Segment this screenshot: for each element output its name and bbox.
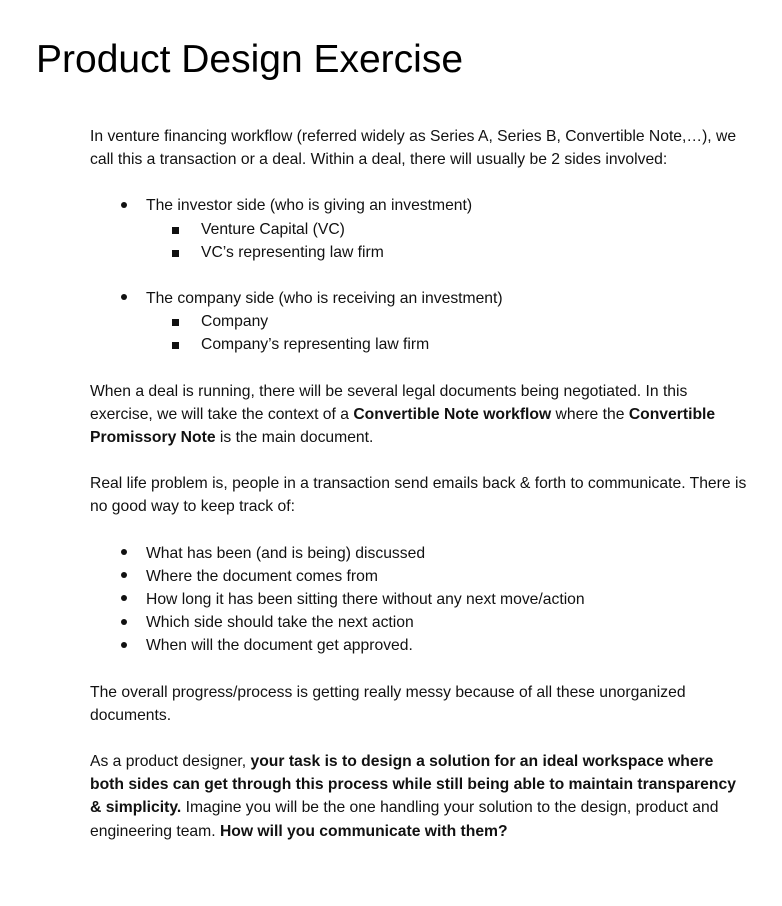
square-bullet-icon bbox=[172, 319, 179, 326]
list-item bbox=[90, 588, 750, 611]
spacer bbox=[90, 357, 750, 380]
intro-paragraph: In venture financing workflow (referred widely as Series A, Series B, Convertible Note,…), we call this a transaction or a deal. Within a deal, there will usually be 2 sides involved: bbox=[90, 128, 737, 169]
investor-members-list bbox=[146, 218, 750, 264]
context-text: where the bbox=[551, 405, 629, 423]
list-item bbox=[90, 611, 750, 634]
list-item bbox=[146, 241, 750, 264]
list-item-label: What has been (and is being) discussed bbox=[146, 544, 426, 562]
spacer bbox=[90, 727, 750, 750]
task-text: As a product designer, bbox=[90, 753, 251, 771]
square-bullet-icon bbox=[172, 227, 179, 234]
task-text: Imagine you will be the one handling your solution to the design, product and engineering team. bbox=[90, 799, 719, 840]
list-item bbox=[146, 218, 750, 241]
bullet-icon bbox=[119, 287, 129, 310]
bullet-icon bbox=[119, 588, 129, 611]
company-members-list bbox=[146, 310, 750, 356]
list-item-label: Venture Capital (VC) bbox=[201, 220, 345, 238]
spacer bbox=[90, 171, 750, 194]
task-highlight: your task is to design a solution for an ideal workspace where both sides can get through this process while still being able to maintain transparency & simplicity. bbox=[90, 753, 736, 817]
list-item-label: The company side (who is receiving an investment) bbox=[146, 290, 503, 308]
list-item-label: How long it has been sitting there without any next move/action bbox=[146, 591, 585, 609]
context-highlight: Convertible Promissory Note bbox=[90, 405, 716, 447]
list-item-investor-side bbox=[90, 194, 750, 264]
square-bullet-icon bbox=[172, 250, 179, 257]
page-title: Product Design Exercise bbox=[36, 38, 464, 81]
list-item-company-side bbox=[90, 287, 750, 357]
spacer bbox=[90, 449, 750, 472]
list-item bbox=[146, 333, 750, 356]
list-item-label: VC’s representing law firm bbox=[201, 243, 384, 261]
spacer bbox=[90, 264, 750, 287]
list-item bbox=[90, 542, 750, 565]
overall-paragraph: The overall progress/process is getting really messy because of all these unorganized documents. bbox=[90, 683, 686, 724]
bullet-icon bbox=[119, 565, 129, 588]
problem-points-list bbox=[90, 542, 750, 658]
task-paragraph bbox=[90, 750, 750, 843]
context-highlight: Convertible Note workflow bbox=[353, 405, 552, 423]
context-text: is the main document. bbox=[215, 429, 374, 447]
bullet-icon bbox=[119, 194, 129, 217]
list-item-label: Which side should take the next action bbox=[146, 614, 414, 632]
bullet-icon bbox=[119, 634, 129, 657]
document-body bbox=[90, 125, 750, 843]
list-item bbox=[90, 565, 750, 588]
context-paragraph bbox=[90, 380, 750, 450]
sides-list bbox=[90, 194, 750, 264]
list-item bbox=[146, 310, 750, 333]
list-item-label: Company’s representing law firm bbox=[201, 336, 430, 354]
bullet-icon bbox=[119, 542, 129, 565]
list-item bbox=[90, 634, 750, 657]
list-item-label: When will the document get approved. bbox=[146, 637, 413, 655]
list-item-label: The investor side (who is giving an investment) bbox=[146, 197, 473, 215]
spacer bbox=[90, 658, 750, 681]
sides-list-company bbox=[90, 287, 750, 357]
square-bullet-icon bbox=[172, 342, 179, 349]
context-text: When a deal is running, there will be several legal documents being negotiated. In this exercise, we will take the context of a bbox=[90, 382, 688, 423]
problem-paragraph: Real life problem is, people in a transaction send emails back & forth to communicate. There is no good way to keep track of: bbox=[90, 475, 747, 516]
list-item-label: Where the document comes from bbox=[146, 567, 378, 585]
list-item-label: Company bbox=[201, 313, 269, 331]
bullet-icon bbox=[119, 611, 129, 634]
spacer bbox=[90, 519, 750, 542]
task-question: How will you communicate with them? bbox=[219, 822, 508, 840]
